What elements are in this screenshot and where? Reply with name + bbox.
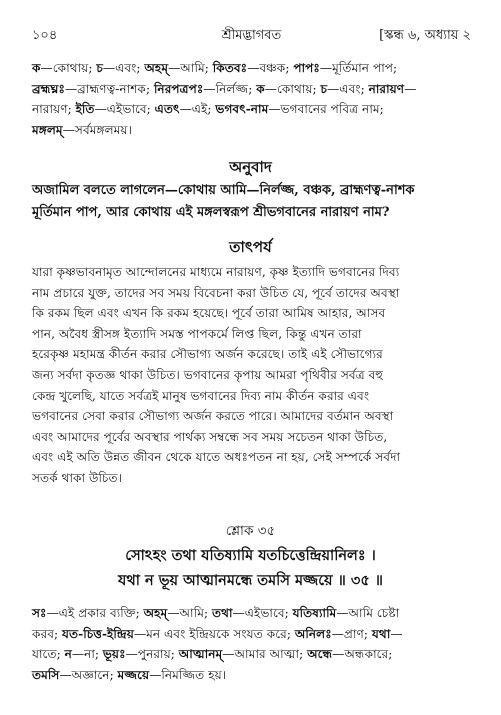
book-title: শ্রীমদ্ভাগবত — [221, 28, 282, 43]
sanskrit-term: কিতবঃ — [212, 61, 248, 75]
sanskrit-term: এতৎ — [154, 102, 180, 117]
synonym-line-text — [32, 647, 392, 661]
term-meaning: —নিমজ্জিত হয়। — [149, 667, 227, 682]
synonym-line — [32, 644, 471, 665]
synonym-line-text — [32, 82, 416, 96]
term-meaning: —না; — [71, 647, 103, 662]
sanskrit-term: মজ্জয়ে — [117, 667, 150, 682]
term-meaning: —এবং; — [102, 61, 145, 75]
synonym-line-text — [32, 123, 132, 137]
sanskrit-term: তমসি — [32, 667, 60, 682]
sanskrit-term: ক — [256, 81, 265, 96]
purport-heading: তাৎপর্য — [229, 238, 272, 256]
sanskrit-term: ক — [32, 61, 41, 75]
term-meaning: —এইভাবে; — [94, 102, 155, 117]
sanskrit-term: অহম্ — [143, 606, 168, 620]
term-meaning: যাতে; — [32, 647, 65, 662]
purport-line: হরেকৃষ্ণ মহামন্ত্র কীর্তন করার সৌভাগ্য অর্জন করেছে। তাই এই সৌভাগ্যের — [32, 347, 383, 362]
synonym-line — [32, 120, 471, 141]
term-meaning: —অন্ধকারে; — [332, 647, 393, 662]
term-meaning: —ভগবানের পবিত্র নাম; — [268, 102, 384, 117]
purport-line: জন্য সর্বদা কৃতজ্ঞ থাকা উচিত। ভগবানের কৃপায় আমরা পৃথিবীর সর্বত্র বহু — [32, 367, 384, 382]
synonym-line-text — [32, 627, 403, 641]
term-meaning: —আমি চেষ্টা — [336, 606, 400, 620]
sanskrit-term: যতিষ্যামি — [292, 606, 337, 620]
term-meaning: —নির্লজ্জ; — [203, 81, 257, 96]
purport-line: যারা কৃষ্ণভাবনামৃত আন্দোলনের মাধ্যমে নারায়ণ, কৃষ্ণ ইত্যাদি ভগবানের দিব্য — [32, 265, 400, 279]
term-meaning: —পুনরায়; — [125, 647, 179, 662]
translation-heading: অনুবাদ — [229, 158, 272, 176]
synonym-line — [32, 58, 471, 79]
purport-line: কেন্দ্র খুলেছি, যাতে সর্বত্রই মানুষ ভগবানের দিব্য নাম কীর্তন করার এবং — [32, 388, 370, 403]
purport-line: নাম প্রচারে যুক্ত, তাদের সব সময় বিবেচনা করা উচিত যে, পূর্বে তাদের অবস্থা — [32, 285, 400, 300]
sanskrit-term: অনিলঃ — [294, 626, 332, 641]
purport-line: এবং এই অতি উন্নত জীবন থেকে যাতে অধঃপতন না হয়, সেই সম্পর্কে সর্বদা — [32, 450, 401, 465]
verse-line: সোঽহং তথা যতিষ্যামি যতচিত্তেন্দ্রিয়ানিলঃ । — [125, 547, 376, 564]
synonym-line — [32, 665, 471, 686]
page-header — [32, 26, 471, 46]
verse-line: যথা ন ভূয় আত্মানমন্ধে তমসি মজ্জয়ে ॥ ৩৫ ॥ — [118, 572, 383, 589]
translation-line: অজামিল বলতে লাগলেন—কোথায় আমি—নির্লজ্জ, বঞ্চক, ব্রাহ্মণত্ব-নাশক — [32, 183, 415, 198]
synonyms-bottom — [32, 603, 471, 685]
translation-line: মূর্তিমান পাপ, আর কোথায় এই মঙ্গলস্বরূপ শ্রীভগবানের নারায়ণ নাম? — [32, 205, 390, 220]
synonyms-top — [32, 58, 471, 140]
sanskrit-term: পাপঃ — [293, 61, 320, 75]
sanskrit-term: মঙ্গলম্ — [32, 122, 63, 137]
synonym-line-text — [32, 606, 399, 620]
sanskrit-term: অন্ধে — [307, 647, 333, 662]
sanskrit-term: ব্রহ্মঘ্নঃ — [32, 81, 65, 96]
synonym-line — [32, 99, 471, 120]
term-meaning: —এবং; — [327, 81, 369, 96]
sanskrit-term: যথা — [371, 626, 391, 641]
sanskrit-term: সঃ — [32, 606, 47, 620]
term-meaning: —আমি; — [168, 61, 213, 75]
term-meaning: — — [390, 626, 403, 641]
synonym-line — [32, 79, 471, 100]
purport-line: ভগবানের সেবা করার সৌভাগ্য অর্জন করতে পারে। আমাদের বর্তমান অবস্থা — [32, 409, 394, 424]
term-meaning: —বঞ্চক; — [247, 61, 294, 75]
sanskrit-term: ভগবৎ-নাম — [215, 102, 269, 117]
synonym-line-text — [32, 61, 397, 75]
sanskrit-term: ভূয়ঃ — [102, 647, 126, 662]
purport-line: পান, অবৈধ স্ত্রীসঙ্গ ইত্যাদি সমস্ত পাপকর্মে লিপ্ত ছিল, কিন্তু এখন তারা — [32, 326, 362, 341]
sanskrit-term: অহম্ — [144, 61, 169, 75]
sanskrit-term: নারায়ণ — [368, 81, 405, 96]
term-meaning: — — [404, 81, 417, 96]
term-meaning: —এই প্রকার ব্যক্তি; — [46, 606, 144, 620]
term-meaning: —কোথায়; — [40, 61, 97, 75]
sanskrit-term: চ — [96, 61, 103, 75]
sanskrit-term: চ — [320, 81, 328, 96]
sanskrit-term: ন — [64, 647, 72, 662]
term-meaning: —ব্রাহ্মণত্ব-নাশক; — [64, 81, 154, 96]
purport-line: সতর্ক থাকা উচিত। — [32, 470, 123, 485]
synonym-line — [32, 603, 471, 624]
term-meaning: —মন এবং ইন্দ্রিয়কে সংযত করে; — [133, 626, 295, 641]
term-meaning: —এই; — [179, 102, 216, 117]
synonym-line — [32, 624, 471, 645]
verse-heading: শ্লোক ৩৫ — [225, 523, 276, 539]
term-meaning: —সর্বমঙ্গলময়। — [62, 122, 132, 137]
term-meaning: —কোথায়; — [264, 81, 321, 96]
term-meaning: —এইভাবে; — [232, 606, 293, 620]
term-meaning: —মূর্তিমান পাপ; — [319, 61, 398, 75]
purport — [32, 262, 471, 489]
synonym-line-text — [32, 668, 226, 682]
purport-line: কি রকম ছিল এবং এখন কি রকম হয়েছে। পূর্বে তারা আমিষ আহার, আসব — [32, 306, 386, 321]
term-meaning: নারায়ণ; — [32, 102, 76, 117]
purport-line: এবং আমাদের পূর্বের অবস্থার পার্থক্য সম্বন্ধে সব সময় সচেতন থাকা উচিত, — [32, 429, 388, 444]
sanskrit-term: তথা — [211, 606, 233, 620]
sanskrit-term: যত-চিত্ত-ইন্দ্রিয় — [62, 626, 134, 641]
term-meaning: করব; — [32, 626, 62, 641]
term-meaning: —আমার আত্মা; — [222, 647, 308, 662]
term-meaning: —অজ্ঞানে; — [59, 667, 118, 682]
sanskrit-term: নিরপত্রপঃ — [153, 81, 204, 96]
sanskrit-term: আত্মানম্ — [178, 647, 223, 662]
section-reference: [স্কন্ধ ৬, অধ্যায় ২ — [379, 28, 471, 43]
translation — [32, 180, 471, 224]
synonym-line-text — [32, 102, 384, 116]
term-meaning: —আমি; — [167, 606, 212, 620]
sanskrit-term: ইতি — [75, 102, 95, 117]
term-meaning: —প্রাণ; — [331, 626, 372, 641]
page-number: ১০৪ — [32, 28, 58, 43]
